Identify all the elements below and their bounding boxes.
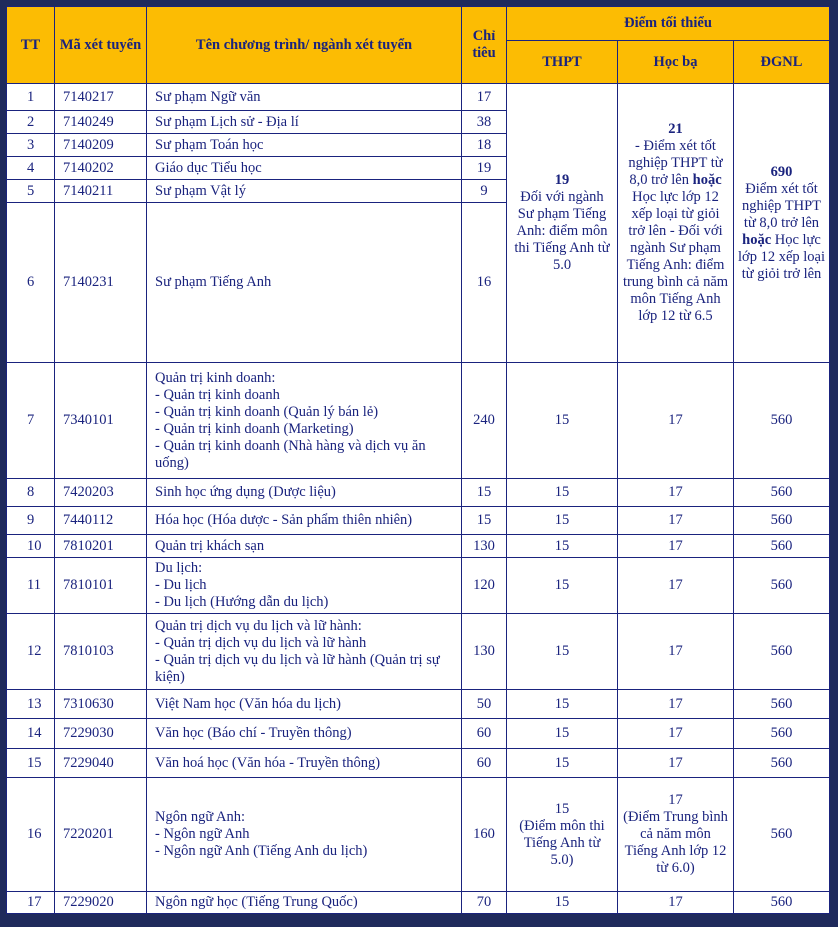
- cell-ten: Quản trị kinh doanh: - Quản trị kinh doanh - Quản trị kinh doanh (Quản lý bán lẻ) - Quản trị kinh doanh (Marketing) - Quản trị kinh doanh (Nhà hàng và dịch vụ ăn uống): [147, 363, 462, 479]
- cell-chitieu: 16: [462, 203, 507, 363]
- cell-thpt: 15: [507, 558, 618, 614]
- cell-hocba: 17: [618, 614, 734, 690]
- cell-hocba: 17: [618, 507, 734, 535]
- hocba-group-note-1: - Điểm xét tốt nghiệp THPT từ 8,0 trở lên: [628, 138, 723, 188]
- cell-tt: 3: [7, 134, 55, 157]
- cell-tt: 4: [7, 157, 55, 180]
- cell-chitieu: 160: [462, 778, 507, 892]
- table-row: [7, 892, 830, 914]
- cell-ten: Quản trị dịch vụ du lịch và lữ hành: - Quản trị dịch vụ du lịch và lữ hành - Quản trị dịch vụ du lịch và lữ hành (Quản trị sự kiện): [147, 614, 462, 690]
- cell-thpt: 15: [507, 719, 618, 749]
- cell-ma: 7310630: [55, 690, 147, 719]
- cell-tt: 17: [7, 892, 55, 914]
- cell-ma: 7810201: [55, 535, 147, 558]
- cell-ma: 7810103: [55, 614, 147, 690]
- cell-ma: 7140217: [55, 84, 147, 111]
- cell-tt: 8: [7, 479, 55, 507]
- header-diem: Điểm tối thiểu: [507, 7, 830, 41]
- cell-hocba: 17: [618, 749, 734, 778]
- header-tt: TT: [7, 7, 55, 84]
- cell-thpt: 15: [507, 363, 618, 479]
- cell-ten: Văn học (Báo chí - Truyền thông): [147, 719, 462, 749]
- cell-thpt: 15: [507, 614, 618, 690]
- cell-thpt: 15 (Điểm môn thi Tiếng Anh từ 5.0): [507, 778, 618, 892]
- cell-hocba: 17 (Điểm Trung bình cả năm môn Tiếng Anh lớp 12 từ 6.0): [618, 778, 734, 892]
- cell-ma: 7229020: [55, 892, 147, 914]
- hocba-group-or: hoặc: [692, 172, 722, 188]
- cell-ma: 7140211: [55, 180, 147, 203]
- table-row: [7, 558, 830, 614]
- cell-tt: 13: [7, 690, 55, 719]
- dgnl-group-or: hoặc: [742, 231, 772, 248]
- cell-hocba: 17: [618, 558, 734, 614]
- cell-ma: 7340101: [55, 363, 147, 479]
- cell-ten: Hóa học (Hóa dược - Sản phẩm thiên nhiên): [147, 507, 462, 535]
- cell-ma: 7229040: [55, 749, 147, 778]
- cell-ten: Du lịch: - Du lịch - Du lịch (Hướng dẫn du lịch): [147, 558, 462, 614]
- dgnl-group-score: 690: [770, 163, 793, 180]
- cell-tt: 2: [7, 111, 55, 134]
- hocba-group-note-2: Học lực lớp 12 xếp loại từ giỏi trở lên - Đối với ngành Sư phạm Tiếng Anh: điểm trung bình cả năm môn Tiếng Anh lớp 12 từ 6.5: [622, 189, 729, 324]
- cell-ma: 7220201: [55, 778, 147, 892]
- table-row: [7, 690, 830, 719]
- table-row: [7, 719, 830, 749]
- header-ma: Mã xét tuyển: [55, 7, 147, 84]
- cell-chitieu: 240: [462, 363, 507, 479]
- cell-ten: Quản trị khách sạn: [147, 535, 462, 558]
- header-ten: Tên chương trình/ ngành xét tuyển: [147, 7, 462, 84]
- cell-thpt: 15: [507, 749, 618, 778]
- cell-ma: 7140231: [55, 203, 147, 363]
- cell-tt: 12: [7, 614, 55, 690]
- header-thpt: THPT: [507, 41, 618, 84]
- cell-dgnl-group: [734, 84, 830, 363]
- cell-chitieu: 120: [462, 558, 507, 614]
- cell-tt: 5: [7, 180, 55, 203]
- cell-tt: 6: [7, 203, 55, 363]
- cell-thpt: 15: [507, 507, 618, 535]
- cell-dgnl: 560: [734, 690, 830, 719]
- cell-hocba: 17: [618, 690, 734, 719]
- cell-ten: Sinh học ứng dụng (Dược liệu): [147, 479, 462, 507]
- cell-ten: Ngôn ngữ học (Tiếng Trung Quốc): [147, 892, 462, 914]
- cell-dgnl: 560: [734, 719, 830, 749]
- table-row: [7, 614, 830, 690]
- header-dgnl: ĐGNL: [734, 41, 830, 84]
- cell-ten: Sư phạm Vật lý: [147, 180, 462, 203]
- cell-chitieu: 38: [462, 111, 507, 134]
- cell-chitieu: 18: [462, 134, 507, 157]
- cell-ten: Văn hoá học (Văn hóa - Truyền thông): [147, 749, 462, 778]
- cell-dgnl: 560: [734, 507, 830, 535]
- cell-tt: 16: [7, 778, 55, 892]
- cell-thpt: 15: [507, 690, 618, 719]
- cell-dgnl: 560: [734, 778, 830, 892]
- dgnl-group-note-1: Điểm xét tốt nghiệp THPT từ 8,0 trở lên: [741, 180, 822, 231]
- cell-tt: 15: [7, 749, 55, 778]
- table-row: [7, 507, 830, 535]
- cell-ten: Sư phạm Toán học: [147, 134, 462, 157]
- cell-tt: 9: [7, 507, 55, 535]
- cell-ma: 7229030: [55, 719, 147, 749]
- cell-ten: Sư phạm Tiếng Anh: [147, 203, 462, 363]
- cell-thpt: 15: [507, 479, 618, 507]
- admission-table: [6, 6, 830, 914]
- cell-thpt: 15: [507, 535, 618, 558]
- cell-dgnl: 560: [734, 614, 830, 690]
- thpt-group-note: Đối với ngành Sư phạm Tiếng Anh: điểm môn thi Tiếng Anh từ 5.0: [514, 189, 610, 273]
- cell-chitieu: 9: [462, 180, 507, 203]
- hocba-group-score: 21: [668, 121, 683, 137]
- cell-chitieu: 60: [462, 719, 507, 749]
- cell-thpt: 15: [507, 892, 618, 914]
- cell-ma: 7420203: [55, 479, 147, 507]
- cell-ten: Việt Nam học (Văn hóa du lịch): [147, 690, 462, 719]
- cell-hocba: 17: [618, 479, 734, 507]
- thpt-group-score: 19: [554, 172, 570, 188]
- cell-ten: Sư phạm Lịch sử - Địa lí: [147, 111, 462, 134]
- header-hocba: Học bạ: [618, 41, 734, 84]
- cell-hocba: 17: [618, 719, 734, 749]
- table-row: [7, 535, 830, 558]
- dgnl-group-note-2: Học lực lớp 12 xếp loại từ giỏi trở lên: [738, 231, 825, 282]
- cell-ten: Sư phạm Ngữ văn: [147, 84, 462, 111]
- table-row: [7, 84, 830, 111]
- cell-chitieu: 15: [462, 479, 507, 507]
- cell-chitieu: 70: [462, 892, 507, 914]
- header-chitieu: Chỉ tiêu: [462, 7, 507, 84]
- table-row: [7, 749, 830, 778]
- cell-dgnl: 560: [734, 749, 830, 778]
- cell-tt: 14: [7, 719, 55, 749]
- cell-ma: 7140202: [55, 157, 147, 180]
- cell-chitieu: 19: [462, 157, 507, 180]
- cell-dgnl: 560: [734, 479, 830, 507]
- cell-ten: Giáo dục Tiểu học: [147, 157, 462, 180]
- cell-hocba: 17: [618, 363, 734, 479]
- cell-tt: 10: [7, 535, 55, 558]
- table-row: [7, 778, 830, 892]
- cell-ma: 7140209: [55, 134, 147, 157]
- cell-chitieu: 50: [462, 690, 507, 719]
- cell-dgnl: 560: [734, 363, 830, 479]
- cell-chitieu: 130: [462, 535, 507, 558]
- cell-dgnl: 560: [734, 558, 830, 614]
- cell-chitieu: 60: [462, 749, 507, 778]
- cell-tt: 1: [7, 84, 55, 111]
- cell-tt: 7: [7, 363, 55, 479]
- cell-ten: Ngôn ngữ Anh: - Ngôn ngữ Anh - Ngôn ngữ Anh (Tiếng Anh du lịch): [147, 778, 462, 892]
- cell-hocba-group: [618, 84, 734, 363]
- cell-ma: 7140249: [55, 111, 147, 134]
- table-row: [7, 363, 830, 479]
- cell-ma: 7440112: [55, 507, 147, 535]
- cell-chitieu: 15: [462, 507, 507, 535]
- cell-chitieu: 130: [462, 614, 507, 690]
- cell-thpt-group: [507, 84, 618, 363]
- table-row: [7, 479, 830, 507]
- cell-hocba: 17: [618, 892, 734, 914]
- cell-dgnl: 560: [734, 892, 830, 914]
- cell-tt: 11: [7, 558, 55, 614]
- cell-hocba: 17: [618, 535, 734, 558]
- cell-ma: 7810101: [55, 558, 147, 614]
- cell-chitieu: 17: [462, 84, 507, 111]
- cell-dgnl: 560: [734, 535, 830, 558]
